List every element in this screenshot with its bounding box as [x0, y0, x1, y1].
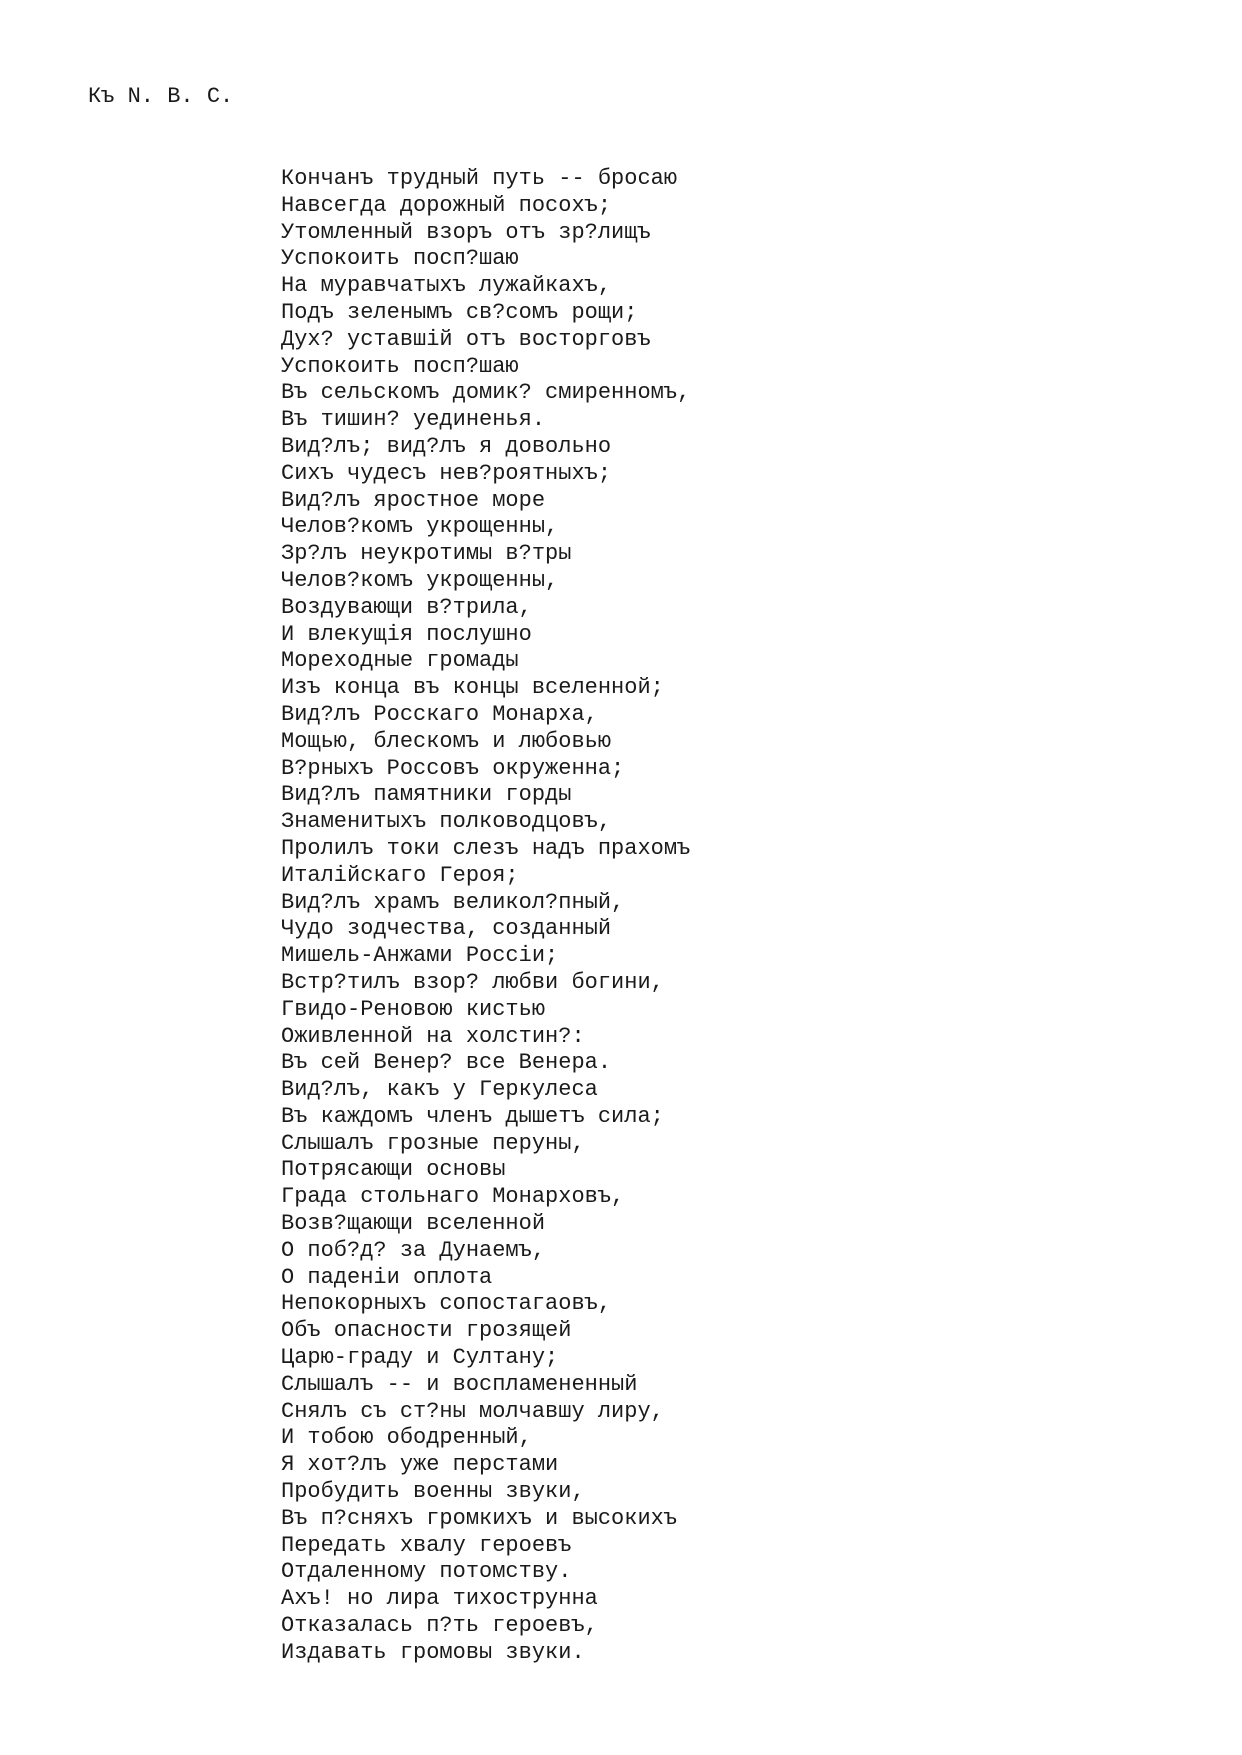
poem-line: Оживленной на холстин?: — [281, 1023, 585, 1049]
poem-line: Встр?тилъ взор? любви богини, — [281, 969, 664, 995]
poem-line: Слышалъ грозные перуны, — [281, 1130, 585, 1156]
poem-line: Челов?комъ укрощенны, — [281, 567, 559, 593]
poem-line: Сихъ чудесъ нев?роятныхъ; — [281, 460, 612, 486]
poem-line: Издавать громовы звуки. — [281, 1639, 585, 1665]
poem-line: Изъ конца въ концы вселенной; — [281, 675, 664, 701]
poem-line: Вид?лъ, какъ у Геркулеса — [281, 1077, 598, 1103]
poem-body — [281, 166, 690, 1667]
poem-line: О поб?д? за Дунаемъ, — [281, 1237, 546, 1263]
poem-line: Вид?лъ храмъ великол?пный, — [281, 889, 625, 915]
poem-line: Чудо зодчества, созданный — [281, 916, 612, 942]
poem-line: Града стольнаго Монарховъ, — [281, 1184, 625, 1210]
poem-line: Вид?лъ Росскаго Монарха, — [281, 701, 598, 727]
poem-line: Мишель-Анжами Россіи; — [281, 943, 559, 969]
poem-line: Потрясающи основы — [281, 1157, 506, 1183]
poem-line: Италійскаго Героя; — [281, 862, 519, 888]
poem-line: Мощью, блескомъ и любовью — [281, 728, 612, 754]
poem-line: Непокорныхъ сопостагаовъ, — [281, 1291, 612, 1317]
poem-line: И влекущія послушно — [281, 621, 532, 647]
poem-line: Знаменитыхъ полководцовъ, — [281, 809, 612, 835]
poem-line: Зр?лъ неукротимы в?тры — [281, 541, 572, 567]
poem-line: Въ каждомъ членъ дышетъ сила; — [281, 1103, 664, 1129]
poem-line: Вид?лъ памятники горды — [281, 782, 572, 808]
poem-line: Челов?комъ укрощенны, — [281, 514, 559, 540]
poem-line: Успокоить посп?шаю — [281, 246, 519, 272]
poem-line: Отдаленному потомству. — [281, 1559, 572, 1585]
poem-line: Въ сельскомъ домик? смиренномъ, — [281, 380, 691, 406]
poem-line: Кончанъ трудный путь -- бросаю — [281, 166, 678, 191]
poem-line: Навсегда дорожный посохъ; — [281, 192, 612, 218]
poem-line: Мореходные громады — [281, 648, 519, 674]
poem-line: Пролилъ токи слезъ надъ прахомъ — [281, 835, 691, 861]
poem-line: Ахъ! но лира тихострунна — [281, 1586, 598, 1612]
poem-line: Въ п?сняхъ громкихъ и высокихъ — [281, 1505, 678, 1531]
poem-line: Возв?щающи вселенной — [281, 1211, 546, 1237]
poem-line: И тобою ободренный, — [281, 1425, 532, 1451]
poem-line: Слышалъ -- и воспламененный — [281, 1371, 638, 1397]
poem-line: Передать хвалу героевъ — [281, 1532, 572, 1558]
poem-line: Въ сей Венер? все Венера. — [281, 1050, 612, 1076]
poem-line: Воздувающи в?трила, — [281, 594, 532, 620]
poem-line: Объ опасности грозящей — [281, 1318, 572, 1344]
poem-line: О паденіи оплота — [281, 1264, 493, 1290]
poem-line: Пробудить военны звуки, — [281, 1479, 585, 1505]
poem-line: Вид?лъ яростное море — [281, 487, 546, 513]
poem-line: Дух? уставшій отъ восторговъ — [281, 326, 651, 352]
poem-line: Отказалась п?ть героевъ, — [281, 1613, 598, 1639]
poem-line: Успокоить посп?шаю — [281, 353, 519, 379]
poem-line: Утомленный взоръ отъ зр?лищъ — [281, 219, 651, 245]
poem-line: В?рныхъ Россовъ окруженна; — [281, 755, 625, 781]
poem-line: Подъ зеленымъ св?сомъ рощи; — [281, 299, 638, 325]
poem-title: Къ N. B. C. — [88, 84, 234, 109]
poem-line: Гвидо-Реновою кистью — [281, 996, 546, 1022]
poem-line: Вид?лъ; вид?лъ я довольно — [281, 433, 612, 459]
poem-line: Я хот?лъ уже перстами — [281, 1452, 559, 1478]
poem-line: Снялъ съ ст?ны молчавшу лиру, — [281, 1398, 664, 1424]
poem-line: Въ тишин? уединенья. — [281, 407, 546, 433]
poem-line: Царю-граду и Султану; — [281, 1345, 559, 1371]
poem-line: На муравчатыхъ лужайкахъ, — [281, 273, 612, 299]
